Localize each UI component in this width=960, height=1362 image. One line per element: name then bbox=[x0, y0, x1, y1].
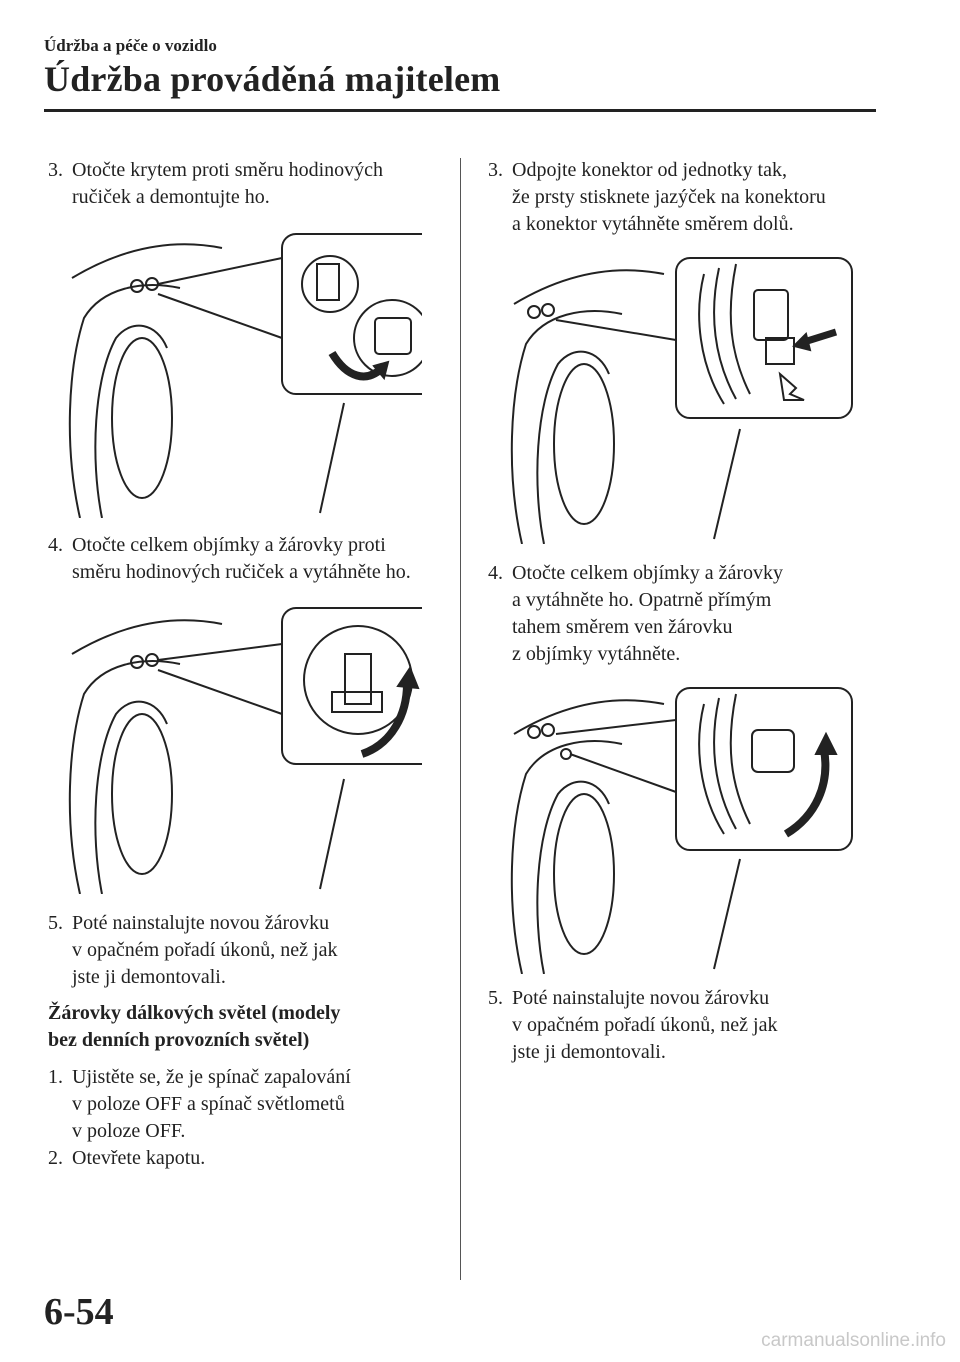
cover-removal-illustration bbox=[62, 228, 422, 518]
tire-icon bbox=[554, 794, 614, 954]
step-text-line: z objímky vytáhněte. bbox=[512, 643, 681, 665]
connector-icon bbox=[754, 290, 788, 340]
step-number: 5. bbox=[48, 912, 63, 934]
tire-icon bbox=[112, 338, 172, 498]
step-text-line: ručiček a demontujte ho. bbox=[72, 186, 270, 208]
step-number: 1. bbox=[48, 1066, 63, 1088]
page-number: 6-54 bbox=[44, 1291, 114, 1333]
rotate-arrow-icon bbox=[332, 353, 382, 376]
tire-icon bbox=[112, 714, 172, 874]
step-text-line: tahem směrem ven žárovku bbox=[512, 616, 733, 638]
step-text-line: Poté nainstalujte novou žárovku bbox=[512, 987, 770, 1009]
column-divider bbox=[460, 158, 461, 1280]
step-text-line: že prsty stisknete jazýček na konektoru bbox=[512, 186, 826, 208]
subheading-line: Žárovky dálkových světel (modely bbox=[48, 1002, 341, 1024]
right-step-5 bbox=[488, 985, 777, 1066]
step-text-line: a konektor vytáhněte směrem dolů. bbox=[512, 213, 794, 235]
right-step-3 bbox=[488, 157, 826, 238]
step-number: 3. bbox=[48, 159, 63, 181]
step-text-line: Otočte celkem objímky a žárovky proti bbox=[72, 534, 386, 556]
step-text-line: v poloze OFF a spínač světlometů bbox=[72, 1093, 345, 1115]
step-text-line: v poloze OFF. bbox=[72, 1120, 186, 1142]
step-text-line: v opačném pořadí úkonů, než jak bbox=[512, 1014, 778, 1036]
left-step-1 bbox=[48, 1064, 351, 1145]
step-text-line: směru hodinových ručiček a vytáhněte ho. bbox=[72, 561, 411, 583]
step-text-line: a vytáhněte ho. Opatrně přímým bbox=[512, 589, 772, 611]
left-step-5 bbox=[48, 910, 337, 991]
tire-icon bbox=[554, 364, 614, 524]
step-text-line: Otočte celkem objímky a žárovky bbox=[512, 562, 784, 584]
step-number: 4. bbox=[48, 534, 63, 556]
page-title: Údržba prováděná majitelem bbox=[44, 59, 501, 99]
pull-down-arrow-icon bbox=[780, 374, 804, 400]
left-step-2 bbox=[48, 1145, 205, 1172]
headlight-bulb-icon bbox=[528, 726, 540, 738]
section-label: Údržba a péče o vozidlo bbox=[44, 36, 217, 55]
subheading-line: bez denních provozních světel) bbox=[48, 1029, 310, 1051]
socket-removal-illustration bbox=[62, 604, 422, 894]
step-text-line: Ujistěte se, že je spínač zapalování bbox=[72, 1066, 351, 1088]
left-step-3 bbox=[48, 157, 383, 211]
step-text-line: v opačném pořadí úkonů, než jak bbox=[72, 939, 338, 961]
bulb-socket-icon bbox=[752, 730, 794, 772]
left-step-4 bbox=[48, 532, 411, 586]
connector-disconnect-illustration bbox=[504, 254, 864, 544]
rotate-arrow-icon bbox=[786, 750, 825, 834]
press-arrow-icon bbox=[804, 332, 836, 342]
subheading bbox=[48, 1000, 340, 1054]
headlight-bulb-icon bbox=[528, 306, 540, 318]
step-text-line: Otočte krytem proti směru hodinových bbox=[72, 159, 384, 181]
socket-icon bbox=[304, 626, 412, 734]
step-text-line: jste ji demontovali. bbox=[512, 1041, 666, 1063]
watermark: carmanualsonline.info bbox=[761, 1330, 946, 1351]
step-number: 3. bbox=[488, 159, 503, 181]
step-text-line: jste ji demontovali. bbox=[72, 966, 226, 988]
step-text-line: Poté nainstalujte novou žárovku bbox=[72, 912, 330, 934]
right-step-4 bbox=[488, 560, 783, 668]
step-number: 4. bbox=[488, 562, 503, 584]
bulb-removal-illustration bbox=[504, 684, 864, 974]
rotate-arrow-icon bbox=[362, 684, 407, 754]
step-number: 5. bbox=[488, 987, 503, 1009]
title-rule bbox=[44, 109, 876, 112]
step-text-line: Otevřete kapotu. bbox=[72, 1147, 206, 1169]
step-number: 2. bbox=[48, 1147, 63, 1169]
step-text-line: Odpojte konektor od jednotky tak, bbox=[512, 159, 787, 181]
